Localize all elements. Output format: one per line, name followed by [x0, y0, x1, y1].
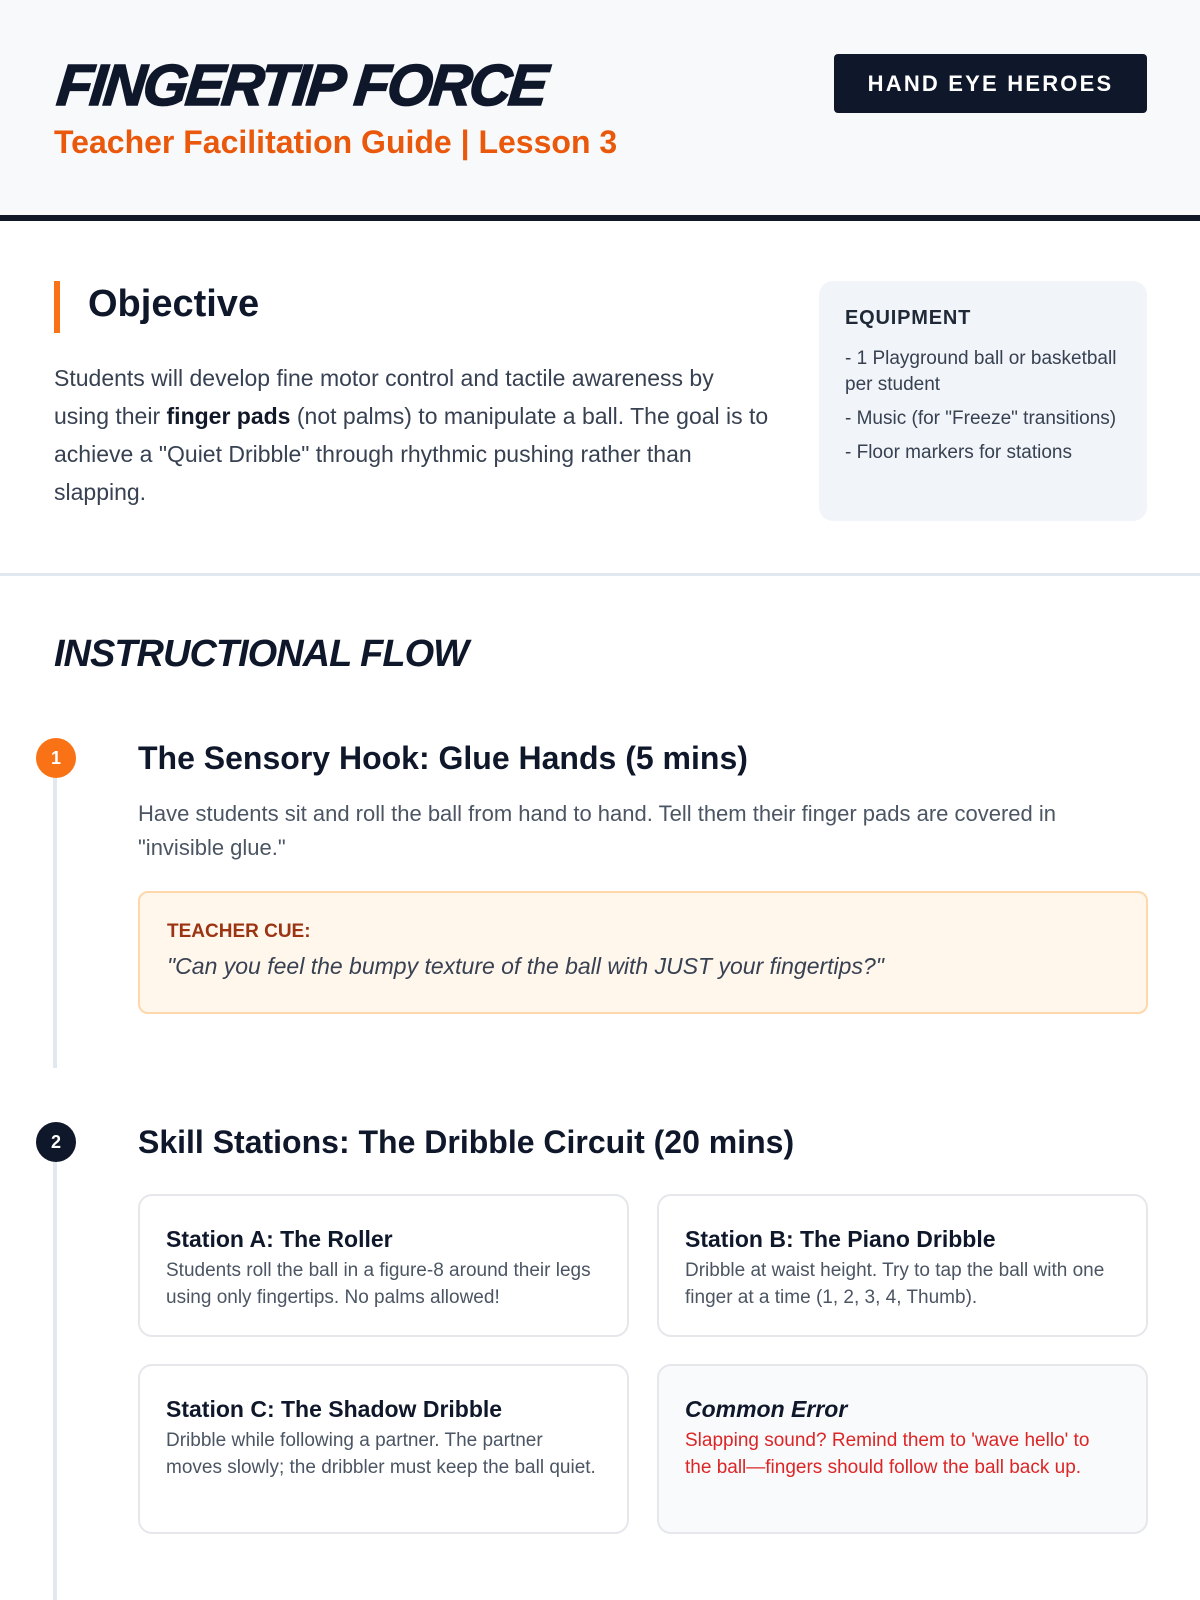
station-card — [138, 1364, 629, 1534]
station-text: Dribble at waist height. Try to tap the ball with one finger at a time (1, 2, 3, 4, Thumb). — [685, 1260, 1105, 1308]
common-error-card — [657, 1364, 1148, 1534]
step-number-badge: 1 — [36, 738, 76, 778]
objective-accent-bar — [54, 281, 60, 333]
section-divider — [0, 573, 1200, 576]
page-subtitle: Teacher Facilitation Guide | Lesson 3 — [54, 124, 618, 160]
step-title: The Sensory Hook: Glue Hands (5 mins) — [138, 740, 748, 776]
page-title: FINGERTIP FORCE — [54, 53, 549, 118]
station-card — [657, 1194, 1148, 1337]
timeline-line — [53, 1160, 57, 1600]
flow-heading: INSTRUCTIONAL FLOW — [54, 633, 469, 675]
objective-heading: Objective — [88, 283, 260, 325]
station-title: Station B: The Piano Dribble — [685, 1226, 996, 1252]
station-title: Station C: The Shadow Dribble — [166, 1396, 503, 1422]
station-text: Students roll the ball in a figure-8 around their legs using only fingertips. No palms allowed! — [166, 1260, 591, 1308]
objective-text — [54, 359, 774, 511]
teacher-cue-label: TEACHER CUE: — [167, 921, 311, 942]
common-error-title: Common Error — [685, 1396, 848, 1422]
brand-badge: HAND EYE HEROES — [834, 54, 1147, 113]
equipment-title: EQUIPMENT — [845, 307, 972, 329]
station-title: Station A: The Roller — [166, 1226, 393, 1252]
timeline-line — [53, 776, 57, 1068]
objective-text-bold: finger pads — [166, 403, 291, 429]
equipment-item: - Floor markers for stations — [845, 442, 1072, 463]
station-text: Dribble while following a partner. The partner moves slowly; the dribbler must keep the ball quiet. — [166, 1430, 596, 1478]
equipment-item: - Music (for "Freeze" transitions) — [845, 408, 1117, 429]
objective-text-part-2: (not palms) to manipulate a ball. The goal is to achieve a "Quiet Dribble" through rhythmic pushing rather than slapping. — [54, 403, 769, 505]
objective-text-part-1: Students will develop fine motor control and tactile awareness by using their — [54, 365, 714, 429]
station-card — [138, 1194, 629, 1337]
step-description: Have students sit and roll the ball from hand to hand. Tell them their finger pads are covered in "invisible glue." — [138, 801, 1057, 860]
equipment-panel — [819, 281, 1147, 521]
common-error-text: Slapping sound? Remind them to 'wave hello' to the ball—fingers should follow the ball back up. — [685, 1430, 1090, 1478]
equipment-item: - 1 Playground ball or basketball per student — [845, 348, 1117, 395]
teacher-cue-text: "Can you feel the bumpy texture of the ball with JUST your fingertips?" — [167, 953, 884, 979]
step-title: Skill Stations: The Dribble Circuit (20 mins) — [138, 1124, 795, 1160]
teacher-cue-box — [138, 891, 1148, 1014]
step-number-badge: 2 — [36, 1122, 76, 1162]
page-header — [0, 0, 1200, 221]
